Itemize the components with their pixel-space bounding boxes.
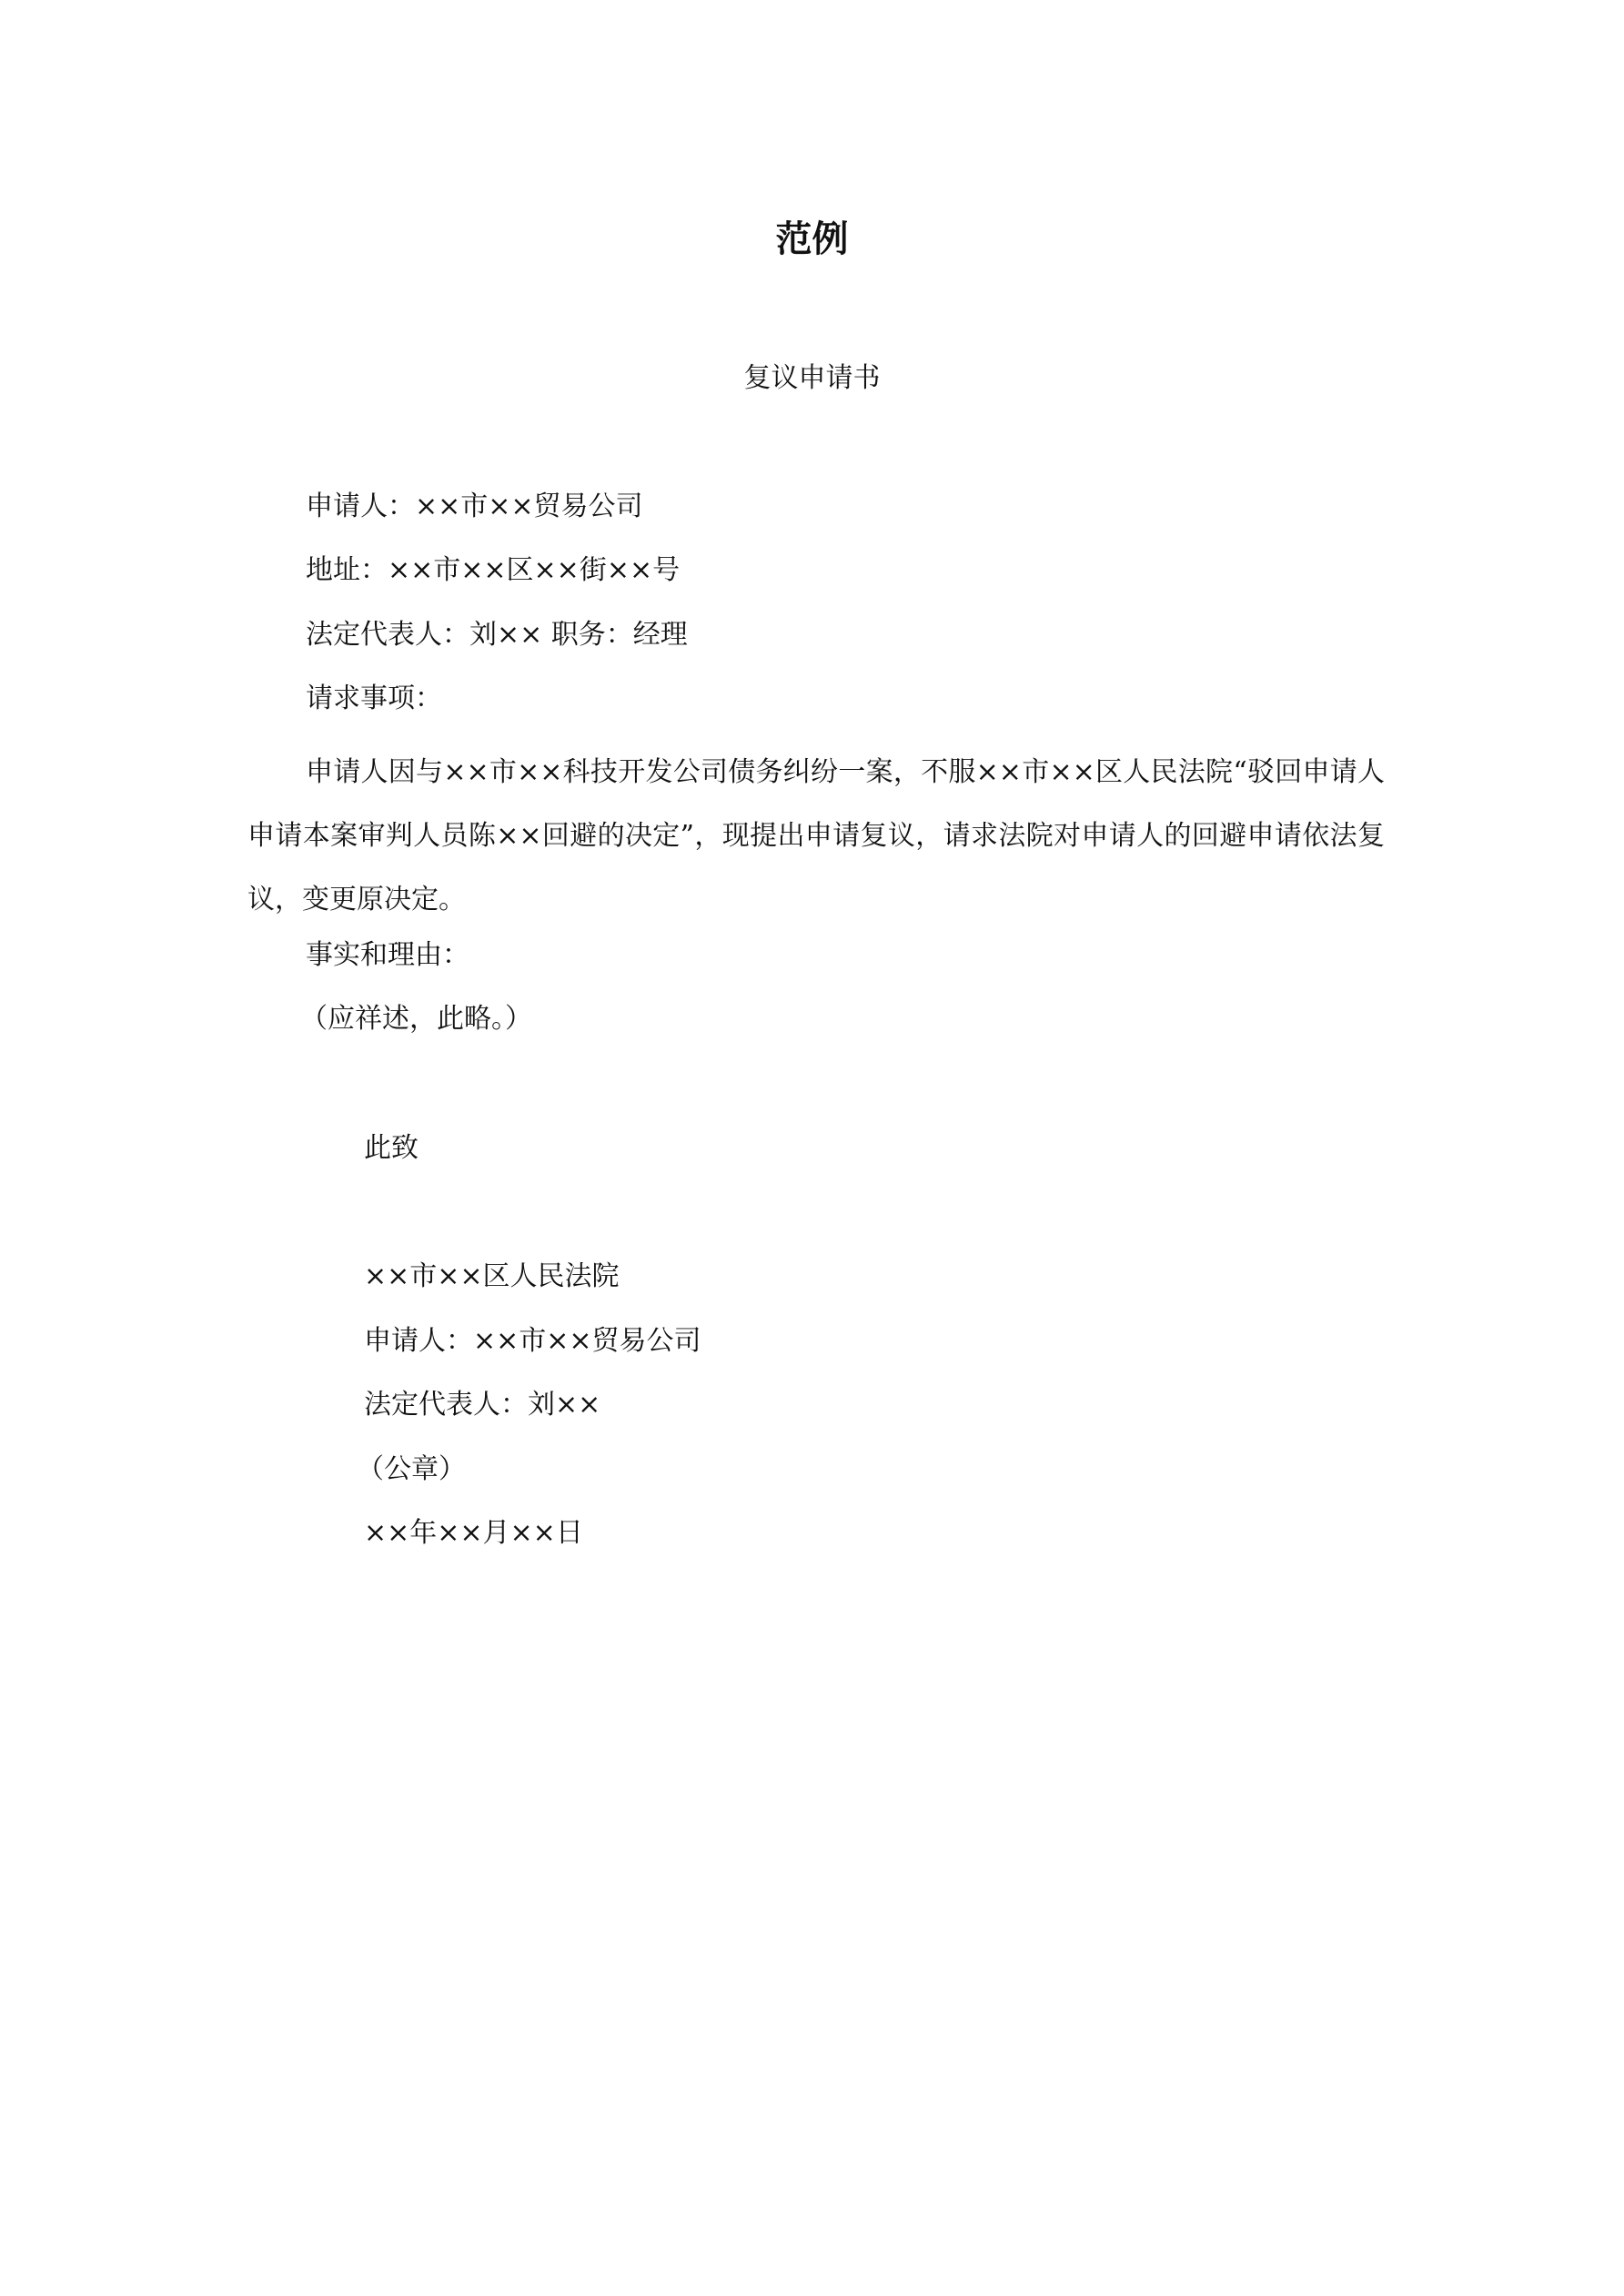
address-line: 地址：××市××区××街××号 <box>306 554 681 586</box>
seal-note: （公章） <box>357 1453 466 1485</box>
document-title: 复议申请书 <box>743 362 881 394</box>
facts-label: 事实和理由： <box>306 939 469 971</box>
page-heading: 范例 <box>775 218 849 260</box>
request-label: 请求事项： <box>306 683 442 714</box>
request-body: 申请人因与××市××科技开发公司债务纠纷一案，不服××市××区人民法院“驳回申请人申请本案审判人员陈××回避的决定”，现提出申请复议，请求法院对申请人的回避申请依法复议，变更原决定。 <box>247 756 1385 915</box>
signature-legal-representative: 法定代表人：刘×× <box>364 1389 601 1421</box>
closing-salutation: 此致 <box>364 1132 419 1164</box>
signature-applicant: 申请人：××市××贸易公司 <box>364 1325 701 1357</box>
document-date: ××年××月××日 <box>364 1517 583 1549</box>
legal-representative-line: 法定代表人：刘×× 职务：经理 <box>306 619 688 651</box>
court-name: ××市××区人民法院 <box>364 1260 620 1292</box>
facts-note: （应祥述，此略。） <box>300 1003 532 1035</box>
applicant-line: 申请人：××市××贸易公司 <box>306 491 643 522</box>
